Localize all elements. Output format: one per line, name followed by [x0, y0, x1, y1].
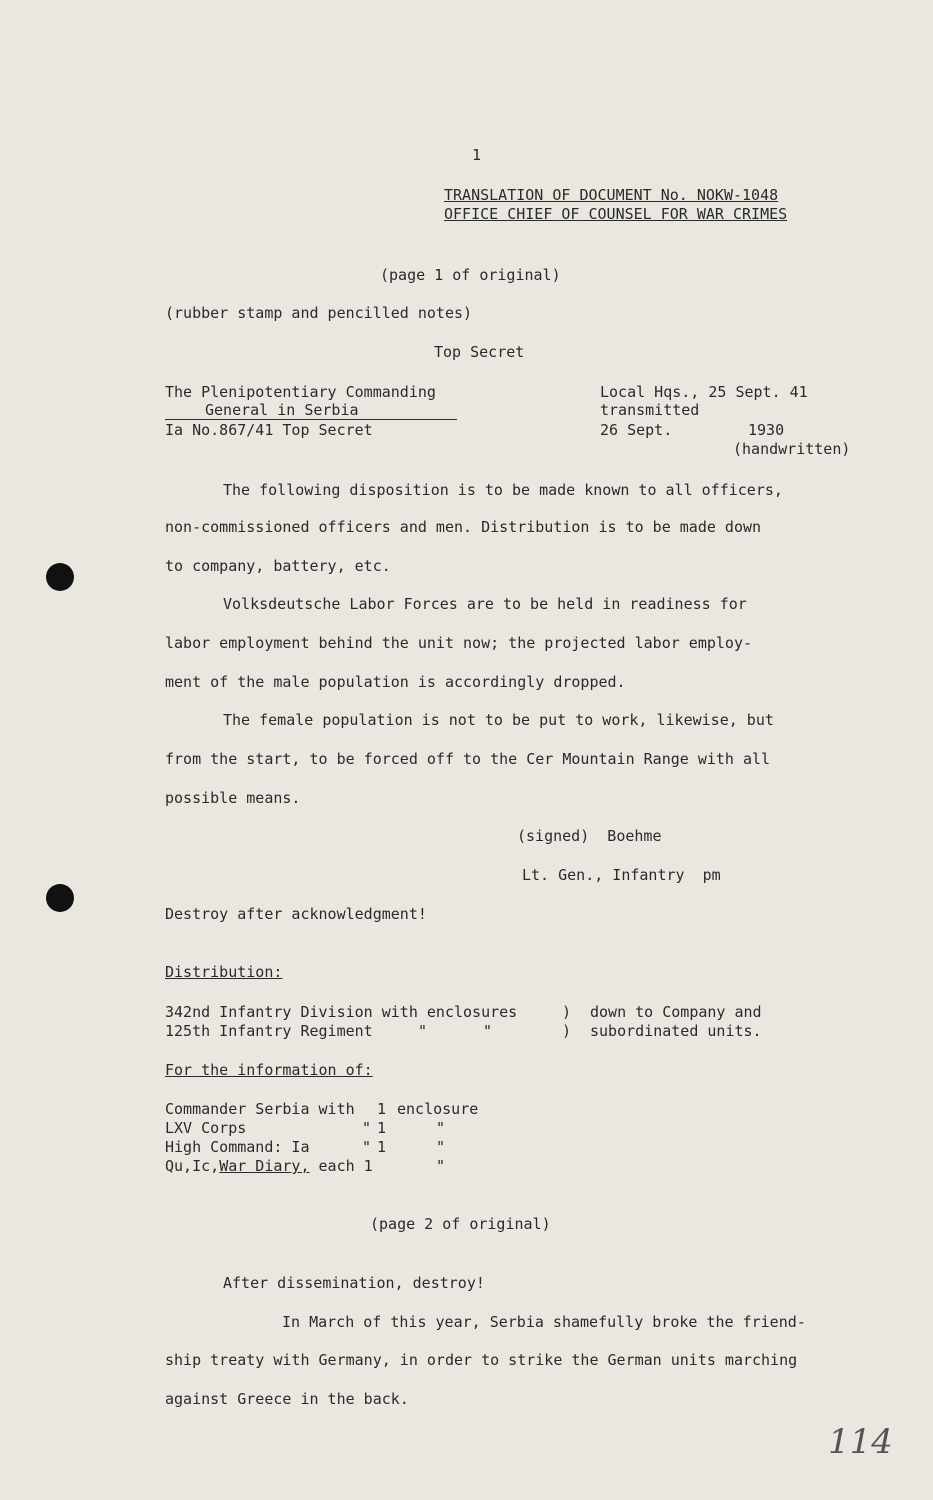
header-line-1: TRANSLATION OF DOCUMENT No. NOKW-1048	[444, 186, 779, 204]
para2-line3: ment of the male population is accordingly dropped.	[165, 673, 626, 691]
info-row-3-unit: "	[436, 1138, 446, 1156]
classification: Top Secret	[434, 343, 525, 361]
dispatch-handwritten: (handwritten)	[733, 440, 851, 458]
info-row-3-count: 1	[377, 1138, 387, 1156]
page-number: 1	[472, 146, 482, 164]
sender-line-3: Ia No.867/41 Top Secret	[165, 421, 373, 439]
para1-line1: The following disposition is to be made known to all officers,	[223, 481, 783, 499]
info-row-4-suffix: each 1	[318, 1157, 373, 1175]
info-row-2-count: 1	[377, 1119, 387, 1137]
para2-line1: Volksdeutsche Labor Forces are to be held in readiness for	[223, 595, 747, 613]
distribution-heading: Distribution:	[165, 963, 283, 981]
information-heading: For the information of:	[165, 1061, 373, 1079]
punch-hole-top	[46, 563, 74, 591]
dispatch-line-2: transmitted	[600, 401, 700, 419]
page2-line3: against Greece in the back.	[165, 1390, 409, 1408]
page1-note: (page 1 of original)	[380, 266, 561, 284]
info-row-1-count: 1	[377, 1100, 387, 1118]
war-diary: War Diary,	[219, 1157, 310, 1175]
distribution-row-1: 342nd Infantry Division with enclosures	[165, 1003, 518, 1021]
info-row-3-mark: "	[362, 1138, 372, 1156]
info-row-3-name: High Command: Ia	[165, 1138, 310, 1156]
para1-line2: non-commissioned officers and men. Distribution is to be made down	[165, 518, 762, 536]
after-note: After dissemination, destroy!	[223, 1274, 485, 1292]
info-row-2-name: LXV Corps	[165, 1119, 247, 1137]
destroy-note: Destroy after acknowledgment!	[165, 905, 427, 923]
punch-hole-bottom	[46, 884, 74, 912]
para2-line2: labor employment behind the unit now; the projected labor employ-	[165, 634, 752, 652]
info-row-1-unit: enclosure	[397, 1100, 479, 1118]
info-row-2-mark: "	[362, 1119, 372, 1137]
dispatch-date: 26 Sept.	[600, 421, 673, 439]
para3-line2: from the start, to be forced off to the Cer Mountain Range with all	[165, 750, 771, 768]
para1-line3: to company, battery, etc.	[165, 557, 391, 575]
page2-note: (page 2 of original)	[370, 1215, 551, 1233]
dispatch-line-1: Local Hqs., 25 Sept. 41	[600, 383, 808, 401]
stamp-note: (rubber stamp and pencilled notes)	[165, 304, 473, 322]
distribution-ditto-2: "	[483, 1022, 493, 1040]
dispatch-time: 1930	[748, 421, 785, 439]
distribution-bracket-2: )	[562, 1022, 572, 1040]
info-row-4	[165, 1157, 373, 1175]
sender-line-1: The Plenipotentiary Commanding	[165, 383, 436, 401]
header-line-2: OFFICE CHIEF OF COUNSEL FOR WAR CRIMES	[444, 205, 788, 223]
signature-line-2: Lt. Gen., Infantry pm	[522, 866, 721, 884]
handwritten-page-number: 114	[828, 1422, 893, 1462]
para3-line1: The female population is not to be put to work, likewise, but	[223, 711, 774, 729]
page2-line1: In March of this year, Serbia shamefully broke the friend-	[282, 1313, 806, 1331]
page2-line2: ship treaty with Germany, in order to strike the German units marching	[165, 1351, 798, 1369]
para3-line3: possible means.	[165, 789, 301, 807]
sender-line-2: General in Serbia	[165, 401, 457, 420]
distribution-right-1: down to Company and	[590, 1003, 762, 1021]
info-row-2-unit: "	[436, 1119, 446, 1137]
distribution-ditto-1: "	[418, 1022, 428, 1040]
info-row-4-unit: "	[436, 1157, 446, 1175]
signature-line-1: (signed) Boehme	[517, 827, 662, 845]
info-row-4-prefix: Qu,Ic,	[165, 1157, 220, 1175]
distribution-right-2: subordinated units.	[590, 1022, 762, 1040]
distribution-bracket-1: )	[562, 1003, 572, 1021]
distribution-row-2: 125th Infantry Regiment	[165, 1022, 373, 1040]
info-row-1-name: Commander Serbia with	[165, 1100, 355, 1118]
